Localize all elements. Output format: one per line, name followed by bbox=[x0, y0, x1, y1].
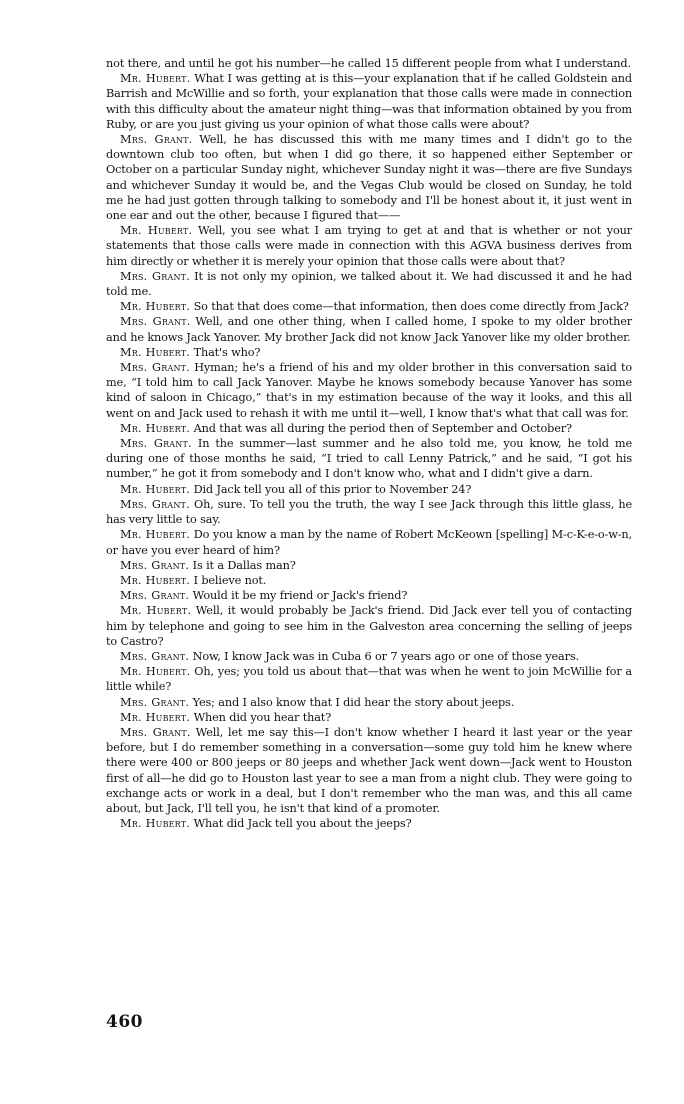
speaker-label: Mr. Hubert. bbox=[120, 224, 193, 238]
paragraph-text: Hyman; he's a friend of his and my older brother in this conversation said to me, “I told him to call Jack Yanover. Maybe he knows somebody because Yanover has some kind of saloon in Chicago,” that's in my estimation because of the way it looks, and this all went on and Jack used to rehash it with me until it—well, I know that's what that call was for. bbox=[106, 361, 632, 420]
speaker-label: Mrs. Grant. bbox=[120, 269, 190, 283]
speaker-label: Mr. Hubert. bbox=[120, 573, 191, 587]
paragraph bbox=[106, 664, 632, 694]
speaker-label: Mrs. Grant. bbox=[120, 558, 190, 572]
paragraph-text: Do you know a man by the name of Robert McKeown [spelling] M-c-K-e-o-w-n, or have you ever heard of him? bbox=[106, 528, 632, 557]
paragraph-text: Oh, yes; you told us about that—that was when he went to join McWillie for a little while? bbox=[106, 665, 632, 694]
paragraph bbox=[106, 649, 632, 664]
paragraph-text: Well, and one other thing, when I called home, I spoke to my older brother and he knows Jack Yanover. My brother Jack did not know Jack Yanover like my older brother. bbox=[106, 315, 632, 344]
speaker-label: Mrs. Grant. bbox=[120, 315, 191, 329]
paragraph bbox=[106, 497, 632, 527]
paragraph bbox=[106, 710, 632, 725]
paragraph bbox=[106, 436, 632, 482]
paragraph bbox=[106, 269, 632, 299]
paragraph bbox=[106, 527, 632, 557]
paragraph bbox=[106, 421, 632, 436]
paragraph-text: Did Jack tell you all of this prior to November 24? bbox=[193, 482, 472, 496]
paragraph-text: Is it a Dallas man? bbox=[192, 558, 296, 572]
speaker-label: Mr. Hubert. bbox=[120, 300, 191, 314]
speaker-label: Mr. Hubert. bbox=[120, 345, 191, 359]
paragraph-text: What I was getting at is this—your explanation that if he called Goldstein and Barrish and McWillie and so forth, your explanation that those calls were made in connection with this difficulty about the amateur night thing—was that information obtained by you from Ruby, or are you just giving us your opinion of what those calls were about? bbox=[106, 72, 632, 131]
paragraph-text: In the summer—last summer and he also told me, you know, he told me during one of those months he said, “I tried to call Lenny Patrick,” and he said, “I got his number,” he got it from somebody and I don't know who, what and I didn't give a darn. bbox=[106, 437, 632, 481]
paragraph-text: That's who? bbox=[193, 345, 261, 359]
speaker-label: Mrs. Grant. bbox=[120, 497, 190, 511]
paragraph-text: And that was all during the period then of September and October? bbox=[193, 421, 572, 435]
paragraph-text: Yes; and I also know that I did hear the story about jeeps. bbox=[192, 695, 515, 709]
speaker-label: Mr. Hubert. bbox=[120, 482, 191, 496]
paragraph-text: Well, you see what I am trying to get at and that is whether or not your statements that those calls were made in connection with this AGVA business derives from him directly or whether it is merely your opinion that those calls were about that? bbox=[106, 224, 632, 268]
paragraph bbox=[106, 695, 632, 710]
paragraph-text: Well, let me say this—I don't know whether I heard it last year or the year before, but I do remember something in a conversation—some guy told him he knew where there were 400 or 800 jeeps or 80 jeeps and whether Jack went down—Jack went to Houston first of all—he did go to Houston last year to see a man from a night club. They were going to exchange acts or work in a deal, but I don't remember who the man was, and this all came about, but Jack, I'll tell you, he isn't that kind of a promoter. bbox=[106, 725, 632, 815]
speaker-label: Mr. Hubert. bbox=[120, 710, 191, 724]
paragraph-text: Well, it would probably be Jack's friend. Did Jack ever tell you of contacting him by telephone and going to see him in the Galveston area concerning the selling of jeeps to Castro? bbox=[106, 604, 632, 648]
speaker-label: Mrs. Grant. bbox=[120, 437, 192, 451]
paragraph-text: Now, I know Jack was in Cuba 6 or 7 years ago or one of those years. bbox=[192, 649, 579, 663]
paragraph-text: It is not only my opinion, we talked about it. We had discussed it and he had told me. bbox=[106, 269, 632, 299]
speaker-label: Mrs. Grant. bbox=[120, 649, 190, 663]
paragraph-text: So that that does come—that information, then does come directly from Jack? bbox=[193, 300, 629, 314]
paragraph bbox=[106, 588, 632, 603]
paragraph bbox=[106, 345, 632, 360]
speaker-label: Mr. Hubert. bbox=[120, 528, 191, 542]
speaker-label: Mrs. Grant. bbox=[120, 361, 190, 375]
paragraph bbox=[106, 223, 632, 269]
paragraph bbox=[106, 558, 632, 573]
speaker-label: Mr. Hubert. bbox=[120, 421, 191, 435]
paragraph bbox=[106, 603, 632, 649]
testimony-body bbox=[106, 56, 632, 831]
speaker-label: Mrs. Grant. bbox=[120, 133, 193, 147]
paragraph bbox=[106, 71, 632, 132]
paragraph-text: When did you hear that? bbox=[193, 710, 332, 724]
speaker-label: Mrs. Grant. bbox=[120, 725, 191, 739]
paragraph-text: not there, and until he got his number—he called 15 different people from what I understand. bbox=[106, 57, 631, 70]
paragraph bbox=[106, 360, 632, 421]
paragraph-text: I believe not. bbox=[193, 573, 267, 587]
page-number: 460 bbox=[106, 1012, 143, 1032]
paragraph bbox=[106, 314, 632, 344]
paragraph bbox=[106, 299, 632, 314]
paragraph-text: What did Jack tell you about the jeeps? bbox=[193, 817, 412, 831]
speaker-label: Mr. Hubert. bbox=[120, 72, 191, 86]
speaker-label: Mrs. Grant. bbox=[120, 695, 190, 709]
paragraph bbox=[106, 573, 632, 588]
speaker-label: Mrs. Grant. bbox=[120, 589, 190, 603]
paragraph-text: Well, he has discussed this with me many times and I didn't go to the downtown club too often, but when I did go there, it so happened either September or October on a particular Sunday night, whichever Sunday night it was—there are five Sundays and whichever Sunday it would be, and the Vegas Club would be closed on Sunday, he told me he had just gotten through talking to somebody and I'll be honest about it, it just went in one ear and out the other, because I figured that—— bbox=[106, 133, 632, 223]
paragraph bbox=[106, 725, 632, 816]
speaker-label: Mr. Hubert. bbox=[120, 817, 191, 831]
paragraph-text: Would it be my friend or Jack's friend? bbox=[192, 589, 408, 603]
paragraph-text: Oh, sure. To tell you the truth, the way I see Jack through this little glass, he has very little to say. bbox=[106, 497, 632, 527]
paragraph bbox=[106, 56, 632, 71]
paragraph bbox=[106, 132, 632, 223]
paragraph bbox=[106, 482, 632, 497]
paragraph bbox=[106, 816, 632, 831]
speaker-label: Mr. Hubert. bbox=[120, 665, 191, 679]
speaker-label: Mr. Hubert. bbox=[120, 604, 192, 618]
